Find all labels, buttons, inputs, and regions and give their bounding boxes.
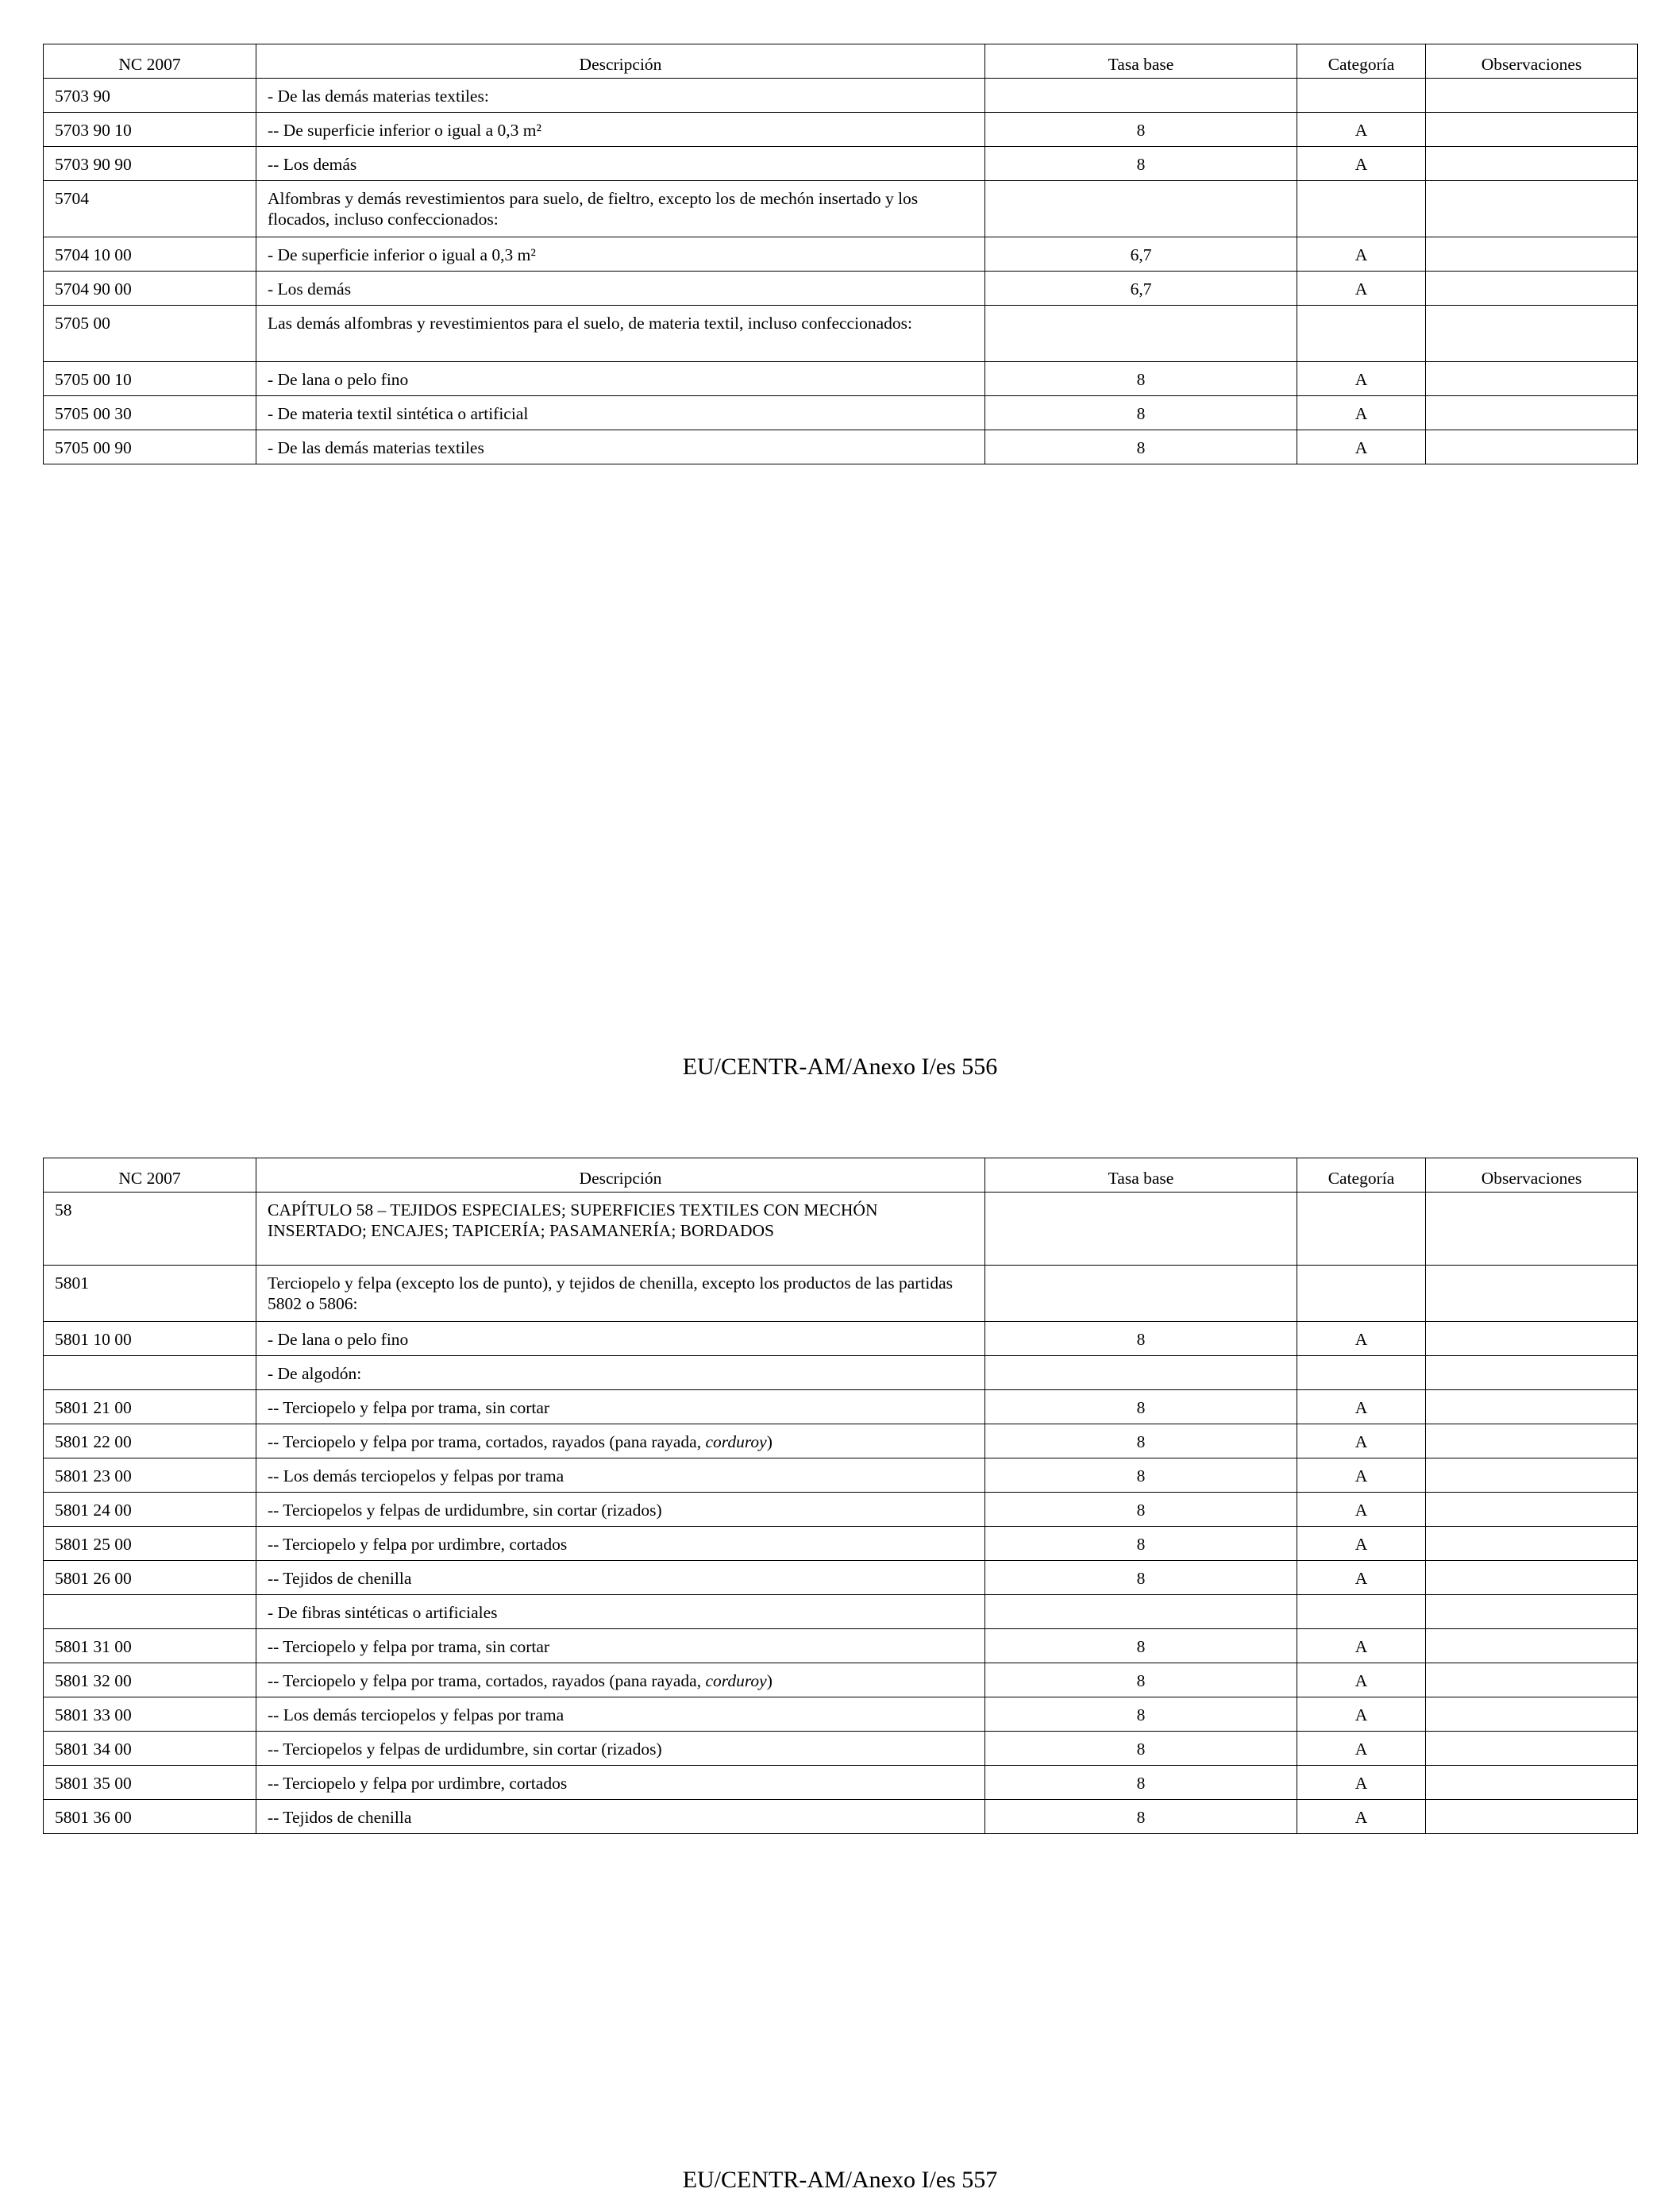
cell-description	[256, 1766, 985, 1800]
cell-nc-code-text: 5801	[55, 1273, 89, 1293]
cell-nc-code	[44, 1732, 256, 1766]
cell-description	[256, 396, 985, 430]
tariff-table-page-557	[43, 1158, 1638, 1834]
cell-nc-code	[44, 1800, 256, 1834]
page-footer-557: EU/CENTR-AM/Anexo I/es 557	[682, 2167, 998, 2193]
cell-categoria-text: A	[1354, 1466, 1368, 1485]
cell-nc-code	[44, 1458, 256, 1493]
cell-description-text: -- Tejidos de chenilla	[268, 1569, 412, 1588]
cell-tasa-base	[985, 237, 1297, 272]
cell-description	[256, 1493, 985, 1527]
table-row	[44, 272, 1638, 306]
cell-categoria-text: A	[1354, 121, 1368, 140]
cell-nc-code-text: 5801 35 00	[55, 1774, 132, 1793]
cell-categoria	[1297, 147, 1426, 181]
cell-tasa-base-text: 8	[1136, 1466, 1146, 1485]
cell-description-italic: corduroy	[705, 1432, 767, 1451]
cell-description-text: - De lana o pelo fino	[268, 1330, 409, 1349]
cell-nc-code-text: 5705 00 90	[55, 438, 132, 457]
table-row	[44, 1595, 1638, 1629]
cell-categoria	[1297, 1732, 1426, 1766]
cell-nc-code	[44, 362, 256, 396]
table-row	[44, 1266, 1638, 1322]
cell-categoria-text: A	[1354, 1808, 1368, 1827]
cell-tasa-base	[985, 1193, 1297, 1266]
cell-tasa-base-text: 8	[1136, 1740, 1146, 1759]
cell-nc-code	[44, 1390, 256, 1424]
table-row	[44, 306, 1638, 362]
cell-nc-code	[44, 1356, 256, 1390]
cell-categoria	[1297, 113, 1426, 147]
cell-nc-code	[44, 1266, 256, 1322]
cell-description	[256, 1266, 985, 1322]
cell-observaciones	[1426, 1424, 1638, 1458]
cell-categoria-text: A	[1354, 1330, 1368, 1349]
cell-description	[256, 1800, 985, 1834]
cell-description	[256, 1193, 985, 1266]
cell-description-text: -- Los demás terciopelos y felpas por trama	[268, 1466, 564, 1485]
cell-description-text: Las demás alfombras y revestimientos para el suelo, de materia textil, incluso confeccionados:	[268, 314, 912, 333]
cell-nc-code-text: 5704	[55, 189, 89, 208]
cell-observaciones	[1426, 1193, 1638, 1266]
cell-tasa-base	[985, 1322, 1297, 1356]
cell-tasa-base-text: 8	[1136, 1398, 1146, 1417]
cell-nc-code-text: 5801 22 00	[55, 1432, 132, 1451]
cell-tasa-base-text: 8	[1136, 370, 1146, 389]
cell-tasa-base-text: 8	[1136, 404, 1146, 423]
cell-observaciones	[1426, 79, 1638, 113]
cell-tasa-base	[985, 1458, 1297, 1493]
cell-description	[256, 1458, 985, 1493]
cell-description-text: - De algodón:	[268, 1364, 362, 1383]
cell-categoria	[1297, 1663, 1426, 1697]
cell-categoria-text: A	[1354, 279, 1368, 299]
cell-tasa-base-text: 8	[1136, 155, 1146, 174]
cell-observaciones	[1426, 1800, 1638, 1834]
cell-description	[256, 306, 985, 362]
table-row	[44, 1697, 1638, 1732]
cell-tasa-base	[985, 1493, 1297, 1527]
cell-tasa-base-text: 8	[1136, 1637, 1146, 1656]
cell-tasa-base-text: 6,7	[1130, 245, 1152, 264]
cell-nc-code-text: 5801 10 00	[55, 1330, 132, 1349]
cell-description	[256, 272, 985, 306]
cell-observaciones	[1426, 1663, 1638, 1697]
cell-observaciones	[1426, 1561, 1638, 1595]
cell-nc-code-text: 5801 32 00	[55, 1671, 132, 1690]
table-row	[44, 1322, 1638, 1356]
table-row	[44, 1424, 1638, 1458]
table-body	[44, 79, 1638, 464]
table-row	[44, 1732, 1638, 1766]
cell-description	[256, 1527, 985, 1561]
table-row	[44, 1800, 1638, 1834]
cell-nc-code-text: 5801 34 00	[55, 1740, 132, 1759]
cell-description-text: Terciopelo y felpa (excepto los de punto), y tejidos de chenilla, excepto los productos de las partidas 5802 o 5806:	[268, 1273, 954, 1313]
cell-description-text: -- Terciopelos y felpas de urdidumbre, sin cortar (rizados)	[268, 1501, 662, 1520]
cell-description-text: -- Terciopelo y felpa por trama, sin cortar	[268, 1398, 550, 1417]
cell-description-text: - Los demás	[268, 279, 352, 299]
cell-nc-code	[44, 272, 256, 306]
cell-categoria	[1297, 1266, 1426, 1322]
table-row	[44, 1458, 1638, 1493]
cell-categoria-text: A	[1354, 1432, 1368, 1451]
cell-description	[256, 1629, 985, 1663]
cell-categoria-text: A	[1354, 1637, 1368, 1656]
cell-categoria	[1297, 1766, 1426, 1800]
cell-nc-code-text: 5801 33 00	[55, 1705, 132, 1724]
cell-tasa-base-text: 8	[1136, 1501, 1146, 1520]
cell-tasa-base-text: 8	[1136, 1535, 1146, 1554]
cell-categoria-text: A	[1354, 245, 1368, 264]
cell-categoria	[1297, 306, 1426, 362]
cell-observaciones	[1426, 113, 1638, 147]
cell-categoria	[1297, 1322, 1426, 1356]
cell-observaciones	[1426, 1390, 1638, 1424]
cell-tasa-base-text: 8	[1136, 1432, 1146, 1451]
header-nc-2007: NC 2007	[44, 1158, 256, 1193]
cell-categoria	[1297, 1697, 1426, 1732]
cell-nc-code-text: 5703 90	[55, 87, 110, 106]
cell-nc-code	[44, 1424, 256, 1458]
cell-observaciones	[1426, 1732, 1638, 1766]
cell-nc-code-text: 5705 00 30	[55, 404, 132, 423]
cell-nc-code	[44, 237, 256, 272]
cell-description-text: -- De superficie inferior o igual a 0,3 m²	[268, 121, 541, 140]
cell-description-text: -- Los demás	[268, 155, 357, 174]
cell-nc-code	[44, 1322, 256, 1356]
cell-categoria-text: A	[1354, 1774, 1368, 1793]
cell-description	[256, 181, 985, 237]
cell-description	[256, 1663, 985, 1697]
cell-observaciones	[1426, 1493, 1638, 1527]
cell-nc-code-text: 5704 90 00	[55, 279, 132, 299]
table-row	[44, 1390, 1638, 1424]
table-header-row	[44, 44, 1638, 79]
cell-nc-code	[44, 1561, 256, 1595]
cell-description-text: - De fibras sintéticas o artificiales	[268, 1603, 498, 1622]
cell-tasa-base-text: 8	[1136, 1671, 1146, 1690]
cell-tasa-base	[985, 306, 1297, 362]
table-body	[44, 1193, 1638, 1834]
cell-nc-code	[44, 1193, 256, 1266]
cell-nc-code	[44, 1697, 256, 1732]
cell-description-text: - De las demás materias textiles:	[268, 87, 489, 106]
cell-categoria	[1297, 1800, 1426, 1834]
cell-categoria-text: A	[1354, 404, 1368, 423]
cell-nc-code-text: 5703 90 10	[55, 121, 132, 140]
cell-tasa-base-text: 8	[1136, 1774, 1146, 1793]
cell-categoria	[1297, 1527, 1426, 1561]
cell-description	[256, 362, 985, 396]
header-descripcion: Descripción	[256, 1158, 985, 1193]
header-tasa-base: Tasa base	[985, 44, 1297, 79]
cell-description-text: - De materia textil sintética o artificial	[268, 404, 529, 423]
header-nc-2007: NC 2007	[44, 44, 256, 79]
cell-description	[256, 430, 985, 464]
cell-observaciones	[1426, 1322, 1638, 1356]
cell-nc-code-text: 5801 25 00	[55, 1535, 132, 1554]
cell-nc-code-text: 5801 26 00	[55, 1569, 132, 1588]
cell-description	[256, 79, 985, 113]
table-row	[44, 1356, 1638, 1390]
cell-tasa-base-text: 8	[1136, 1808, 1146, 1827]
cell-categoria-text: A	[1354, 155, 1368, 174]
cell-tasa-base	[985, 1424, 1297, 1458]
cell-observaciones	[1426, 362, 1638, 396]
table-row	[44, 396, 1638, 430]
cell-categoria	[1297, 79, 1426, 113]
table-row	[44, 1493, 1638, 1527]
cell-tasa-base	[985, 1356, 1297, 1390]
cell-categoria-text: A	[1354, 1501, 1368, 1520]
cell-observaciones	[1426, 396, 1638, 430]
table-row	[44, 237, 1638, 272]
cell-nc-code-text: 5705 00	[55, 314, 110, 333]
table-row	[44, 1561, 1638, 1595]
cell-tasa-base	[985, 272, 1297, 306]
cell-description-after: )	[766, 1671, 773, 1690]
cell-categoria	[1297, 1390, 1426, 1424]
cell-observaciones	[1426, 1527, 1638, 1561]
cell-categoria	[1297, 1561, 1426, 1595]
cell-observaciones	[1426, 306, 1638, 362]
cell-categoria	[1297, 396, 1426, 430]
cell-nc-code	[44, 396, 256, 430]
cell-description-text: -- Los demás terciopelos y felpas por trama	[268, 1705, 564, 1724]
cell-categoria	[1297, 1629, 1426, 1663]
cell-observaciones	[1426, 181, 1638, 237]
cell-nc-code-text: 5801 36 00	[55, 1808, 132, 1827]
cell-tasa-base	[985, 79, 1297, 113]
cell-categoria	[1297, 1493, 1426, 1527]
cell-tasa-base	[985, 362, 1297, 396]
table-row	[44, 79, 1638, 113]
table-row	[44, 1629, 1638, 1663]
cell-categoria	[1297, 362, 1426, 396]
cell-tasa-base	[985, 1800, 1297, 1834]
cell-tasa-base	[985, 396, 1297, 430]
cell-description-italic: corduroy	[705, 1671, 767, 1690]
cell-nc-code	[44, 306, 256, 362]
cell-tasa-base-text: 8	[1136, 1569, 1146, 1588]
cell-description-text: - De superficie inferior o igual a 0,3 m²	[268, 245, 536, 264]
cell-tasa-base	[985, 181, 1297, 237]
header-categoria: Categoría	[1297, 44, 1426, 79]
header-observaciones: Observaciones	[1426, 1158, 1638, 1193]
cell-tasa-base-text: 8	[1136, 438, 1146, 457]
cell-description-text: -- Terciopelo y felpa por trama, sin cortar	[268, 1637, 550, 1656]
cell-tasa-base	[985, 1629, 1297, 1663]
cell-nc-code	[44, 1493, 256, 1527]
cell-tasa-base	[985, 1561, 1297, 1595]
cell-nc-code-text: 5801 21 00	[55, 1398, 132, 1417]
cell-tasa-base-text: 6,7	[1130, 279, 1152, 299]
cell-categoria-text: A	[1354, 1569, 1368, 1588]
cell-nc-code	[44, 147, 256, 181]
cell-categoria-text: A	[1354, 370, 1368, 389]
cell-nc-code	[44, 113, 256, 147]
header-descripcion: Descripción	[256, 44, 985, 79]
cell-observaciones	[1426, 1629, 1638, 1663]
cell-tasa-base	[985, 113, 1297, 147]
table-row	[44, 1663, 1638, 1697]
cell-categoria-text: A	[1354, 1398, 1368, 1417]
table-row	[44, 181, 1638, 237]
cell-description-text: CAPÍTULO 58 – TEJIDOS ESPECIALES; SUPERFICIES TEXTILES CON MECHÓN INSERTADO; ENCAJES; TAPICERÍA; PASAMANERÍA; BORDADOS	[268, 1200, 878, 1240]
cell-description-text: -- Tejidos de chenilla	[268, 1808, 412, 1827]
cell-observaciones	[1426, 1595, 1638, 1629]
cell-description	[256, 1424, 985, 1458]
cell-categoria-text: A	[1354, 1740, 1368, 1759]
cell-observaciones	[1426, 1697, 1638, 1732]
cell-tasa-base	[985, 1663, 1297, 1697]
cell-description	[256, 1595, 985, 1629]
cell-description	[256, 1322, 985, 1356]
cell-tasa-base-text: 8	[1136, 1705, 1146, 1724]
cell-categoria	[1297, 1193, 1426, 1266]
cell-description-text: -- Terciopelos y felpas de urdidumbre, sin cortar (rizados)	[268, 1740, 662, 1759]
cell-nc-code	[44, 430, 256, 464]
cell-categoria-text: A	[1354, 1671, 1368, 1690]
cell-nc-code-text: 5801 31 00	[55, 1637, 132, 1656]
cell-categoria	[1297, 1424, 1426, 1458]
table-row	[44, 1193, 1638, 1266]
cell-description	[256, 1561, 985, 1595]
cell-nc-code-text: 58	[55, 1200, 72, 1220]
cell-nc-code	[44, 79, 256, 113]
cell-tasa-base	[985, 147, 1297, 181]
cell-tasa-base	[985, 1766, 1297, 1800]
header-observaciones: Observaciones	[1426, 44, 1638, 79]
cell-observaciones	[1426, 1766, 1638, 1800]
cell-nc-code-text: 5801 23 00	[55, 1466, 132, 1485]
cell-description	[256, 113, 985, 147]
cell-tasa-base	[985, 1527, 1297, 1561]
cell-tasa-base	[985, 1732, 1297, 1766]
cell-observaciones	[1426, 1266, 1638, 1322]
cell-tasa-base-text: 8	[1136, 1330, 1146, 1349]
cell-categoria	[1297, 237, 1426, 272]
cell-nc-code-text: 5703 90 90	[55, 155, 132, 174]
cell-tasa-base	[985, 1697, 1297, 1732]
table-header-row	[44, 1158, 1638, 1193]
cell-description-text: -- Terciopelo y felpa por trama, cortados, rayados (pana rayada,	[268, 1432, 706, 1451]
table-row	[44, 1527, 1638, 1561]
cell-nc-code	[44, 1663, 256, 1697]
cell-description-text: Alfombras y demás revestimientos para suelo, de fieltro, excepto los de mechón insertado y los flocados, incluso confeccionados:	[268, 189, 919, 229]
cell-categoria	[1297, 181, 1426, 237]
cell-observaciones	[1426, 1356, 1638, 1390]
header-categoria: Categoría	[1297, 1158, 1426, 1193]
cell-nc-code	[44, 1766, 256, 1800]
cell-description	[256, 1390, 985, 1424]
cell-tasa-base-text: 8	[1136, 121, 1146, 140]
cell-nc-code	[44, 1527, 256, 1561]
cell-categoria-text: A	[1354, 1535, 1368, 1554]
cell-nc-code-text: 5801 24 00	[55, 1501, 132, 1520]
cell-description	[256, 237, 985, 272]
page-footer-556: EU/CENTR-AM/Anexo I/es 556	[682, 1054, 998, 1080]
cell-categoria	[1297, 430, 1426, 464]
cell-tasa-base	[985, 1390, 1297, 1424]
cell-description-after: )	[766, 1432, 773, 1451]
table-row	[44, 362, 1638, 396]
cell-description	[256, 1356, 985, 1390]
table-row	[44, 1766, 1638, 1800]
cell-categoria	[1297, 1595, 1426, 1629]
cell-description	[256, 1732, 985, 1766]
cell-description-text: - De lana o pelo fino	[268, 370, 409, 389]
cell-nc-code	[44, 181, 256, 237]
cell-description-text: -- Terciopelo y felpa por urdimbre, cortados	[268, 1774, 568, 1793]
cell-description-text: - De las demás materias textiles	[268, 438, 484, 457]
cell-nc-code	[44, 1629, 256, 1663]
cell-observaciones	[1426, 1458, 1638, 1493]
cell-tasa-base	[985, 430, 1297, 464]
cell-observaciones	[1426, 272, 1638, 306]
cell-observaciones	[1426, 430, 1638, 464]
table-row	[44, 113, 1638, 147]
header-tasa-base: Tasa base	[985, 1158, 1297, 1193]
cell-nc-code	[44, 1595, 256, 1629]
cell-observaciones	[1426, 147, 1638, 181]
cell-categoria	[1297, 272, 1426, 306]
cell-nc-code-text: 5704 10 00	[55, 245, 132, 264]
cell-categoria	[1297, 1356, 1426, 1390]
table-row	[44, 147, 1638, 181]
cell-description	[256, 1697, 985, 1732]
cell-categoria	[1297, 1458, 1426, 1493]
cell-description	[256, 147, 985, 181]
cell-description-text: -- Terciopelo y felpa por trama, cortados, rayados (pana rayada,	[268, 1671, 706, 1690]
tariff-table-page-556	[43, 44, 1638, 464]
cell-categoria-text: A	[1354, 438, 1368, 457]
table-row	[44, 430, 1638, 464]
cell-observaciones	[1426, 237, 1638, 272]
cell-tasa-base	[985, 1595, 1297, 1629]
cell-tasa-base	[985, 1266, 1297, 1322]
cell-categoria-text: A	[1354, 1705, 1368, 1724]
cell-description-text: -- Terciopelo y felpa por urdimbre, cortados	[268, 1535, 568, 1554]
cell-nc-code-text: 5705 00 10	[55, 370, 132, 389]
